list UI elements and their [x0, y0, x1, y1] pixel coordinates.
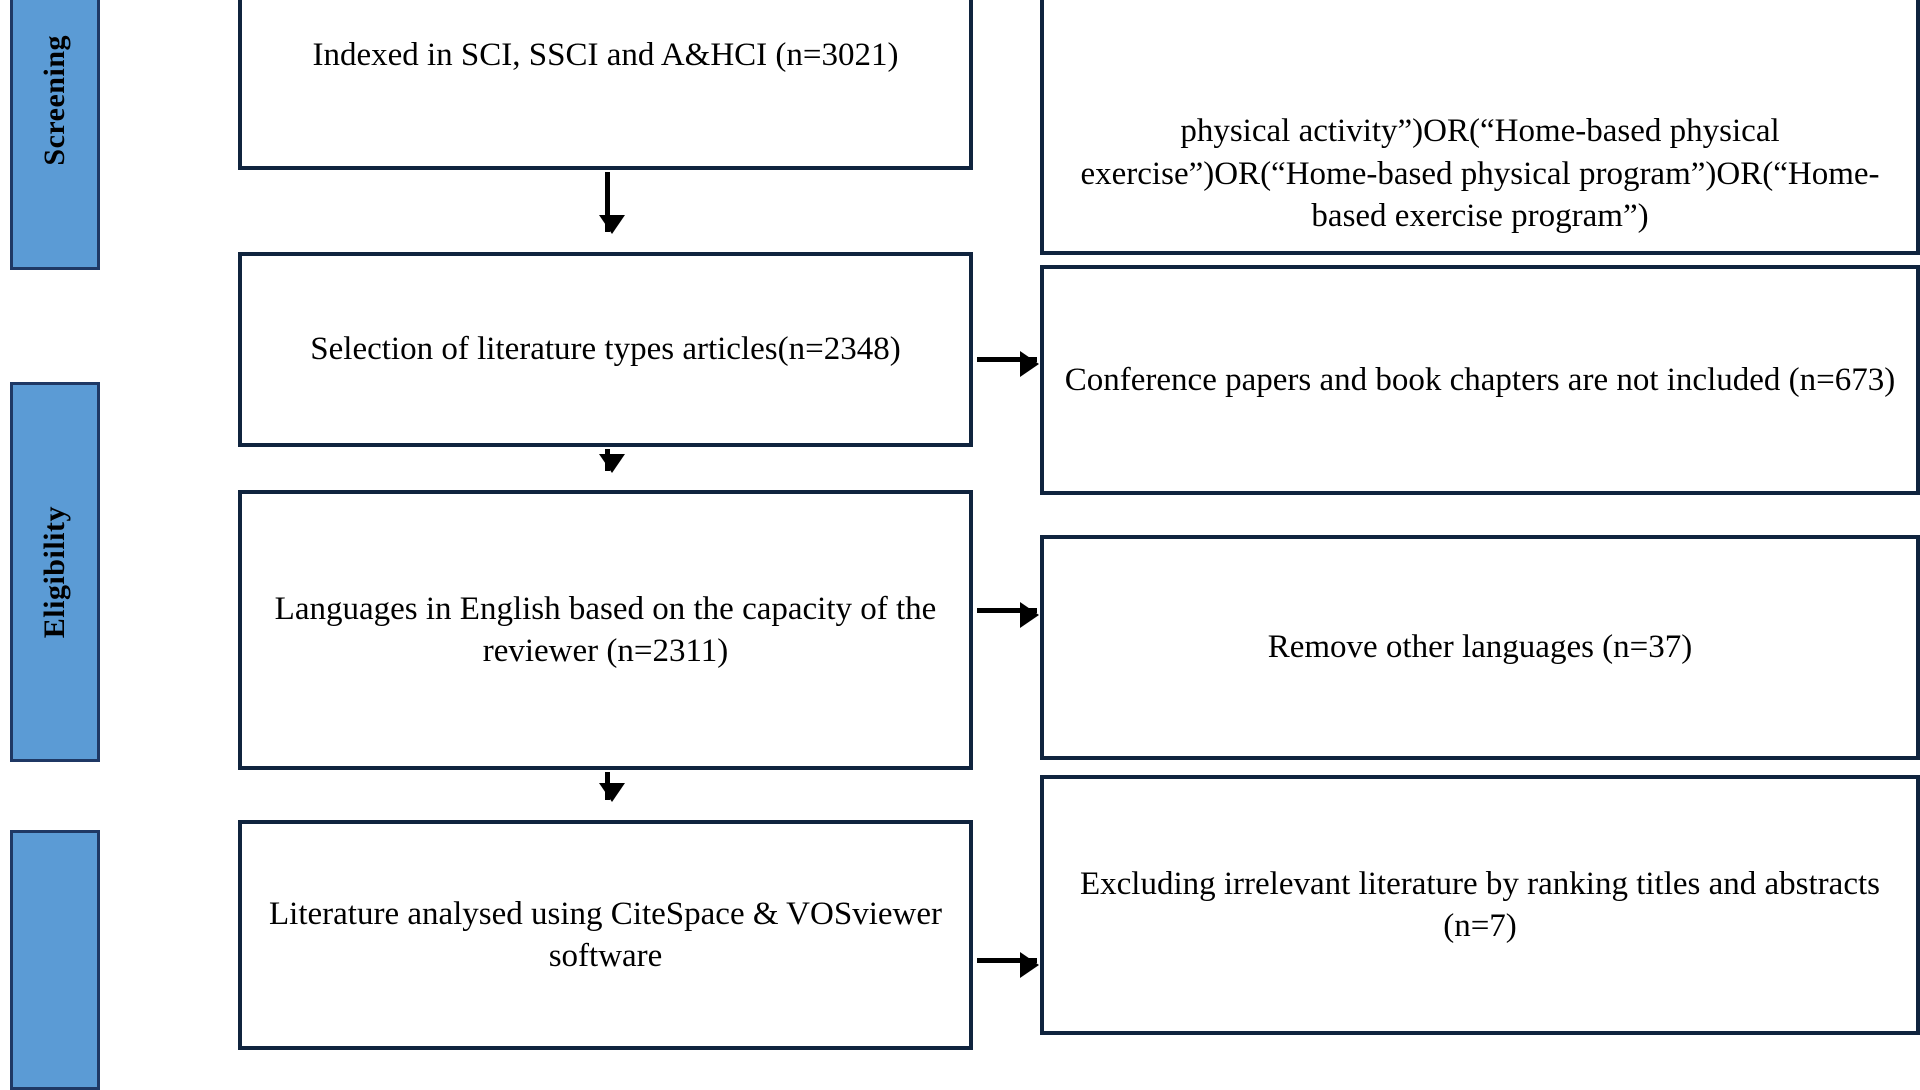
stage-bar-eligibility [10, 382, 100, 762]
side-box-remove-languages [1040, 535, 1920, 760]
side-box-conference-papers [1040, 265, 1920, 495]
stage-bar-included [10, 830, 100, 1090]
main-box-indexed [238, 0, 973, 170]
arrow-indexed-to-literature-types [605, 172, 610, 232]
main-box-literature-types [238, 252, 973, 447]
side-box-remove-languages-text: Remove other languages (n=37) [1267, 629, 1693, 666]
arrow-analysis-to-excluding-irrelevant [977, 958, 1037, 963]
stage-label-eligibility: Eligibility [38, 505, 71, 639]
side-box-excluding-irrelevant [1040, 775, 1920, 1035]
side-box-search-terms [1040, 0, 1920, 255]
main-box-languages-text: Languages in English based on the capacity of the reviewer (n=2311) [274, 590, 937, 669]
main-box-literature-types-text: Selection of literature types articles(n=2348) [310, 331, 901, 368]
main-box-indexed-text: Indexed in SCI, SSCI and A&HCI (n=3021) [312, 36, 899, 73]
main-box-languages [238, 490, 973, 770]
arrow-languages-to-remove-languages [977, 608, 1037, 613]
arrow-languages-to-analysis [605, 772, 610, 800]
main-box-analysis-software-text: Literature analysed using CiteSpace & VOSviewer software [269, 895, 942, 974]
stage-bar-screening [10, 0, 100, 270]
side-box-excluding-irrelevant-text: Excluding irrelevant literature by ranking titles and abstracts (n=7) [1080, 865, 1880, 944]
arrow-literature-types-to-languages [605, 449, 610, 471]
main-box-analysis-software [238, 820, 973, 1050]
side-box-conference-papers-text: Conference papers and book chapters are not included (n=673) [1064, 361, 1896, 398]
arrow-literature-types-to-conference-papers [977, 357, 1037, 362]
side-box-search-terms-text: physical activity”)OR(“Home-based physical exercise”)OR(“Home-based physical program”)OR(“Home-based exercise program”) [1080, 113, 1880, 234]
stage-label-screening: Screening [38, 34, 71, 166]
